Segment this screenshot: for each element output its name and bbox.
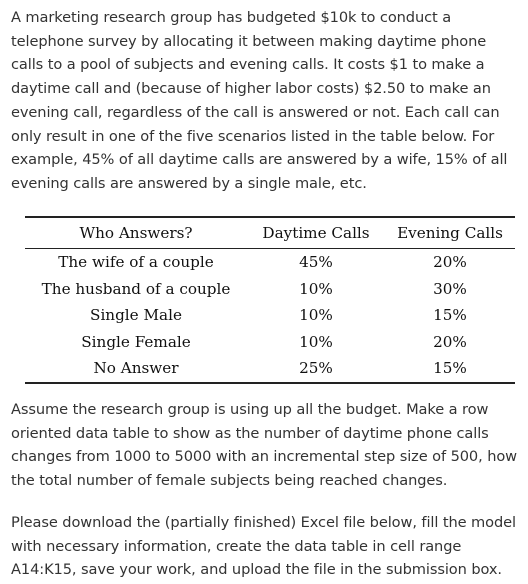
- cell-evening: 15%: [433, 359, 467, 378]
- cell-evening: 20%: [433, 253, 467, 272]
- answer-rates-table: [25, 216, 515, 384]
- table-header-row: [25, 217, 515, 249]
- table-row: [25, 276, 515, 303]
- cell-who: The husband of a couple: [41, 279, 231, 298]
- cell-daytime: 10%: [299, 279, 333, 298]
- cell-daytime: 45%: [299, 253, 333, 272]
- table-row: [25, 355, 515, 383]
- header-evening-calls: Evening Calls: [397, 224, 503, 242]
- cell-who: Single Male: [90, 306, 182, 325]
- cell-daytime: 10%: [299, 332, 333, 351]
- instructions-paragraph: Please download the (partially finished) Excel file below, fill the model with necessary information, create the data table in cell range A14:K15, save your work, and upload the file in the submission box.: [11, 514, 516, 579]
- table-row: [25, 302, 515, 329]
- table-row: [25, 329, 515, 356]
- cell-who: Single Female: [81, 332, 191, 351]
- cell-evening: 30%: [433, 279, 467, 298]
- cell-who: The wife of a couple: [58, 253, 214, 272]
- answer-rates-table-container: [25, 216, 515, 384]
- header-who-answers: Who Answers?: [79, 224, 193, 242]
- header-daytime-calls: Daytime Calls: [262, 224, 370, 242]
- task-paragraph: Assume the research group is using up all the budget. Make a row oriented data table to show as the number of daytime phone calls changes from 1000 to 5000 with an incremental step size of 500, how the total number of female subjects being reached changes.: [11, 401, 518, 490]
- table-row: [25, 249, 515, 276]
- cell-evening: 20%: [433, 332, 467, 351]
- cell-evening: 15%: [433, 306, 467, 325]
- intro-paragraph: A marketing research group has budgeted $10k to conduct a telephone survey by allocating it between making daytime phone calls to a pool of subjects and evening calls. It costs $1 to make a daytime call and (because of higher labor costs) $2.50 to make an evening call, regardless of the call is answered or not. Each call can only result in one of the five scenarios listed in the table below. For example, 45% of all daytime calls are answered by a wife, 15% of all evening calls are answered by a single male, etc.: [11, 9, 508, 192]
- cell-daytime: 10%: [299, 306, 333, 325]
- cell-who: No Answer: [93, 359, 179, 378]
- cell-daytime: 25%: [299, 359, 333, 378]
